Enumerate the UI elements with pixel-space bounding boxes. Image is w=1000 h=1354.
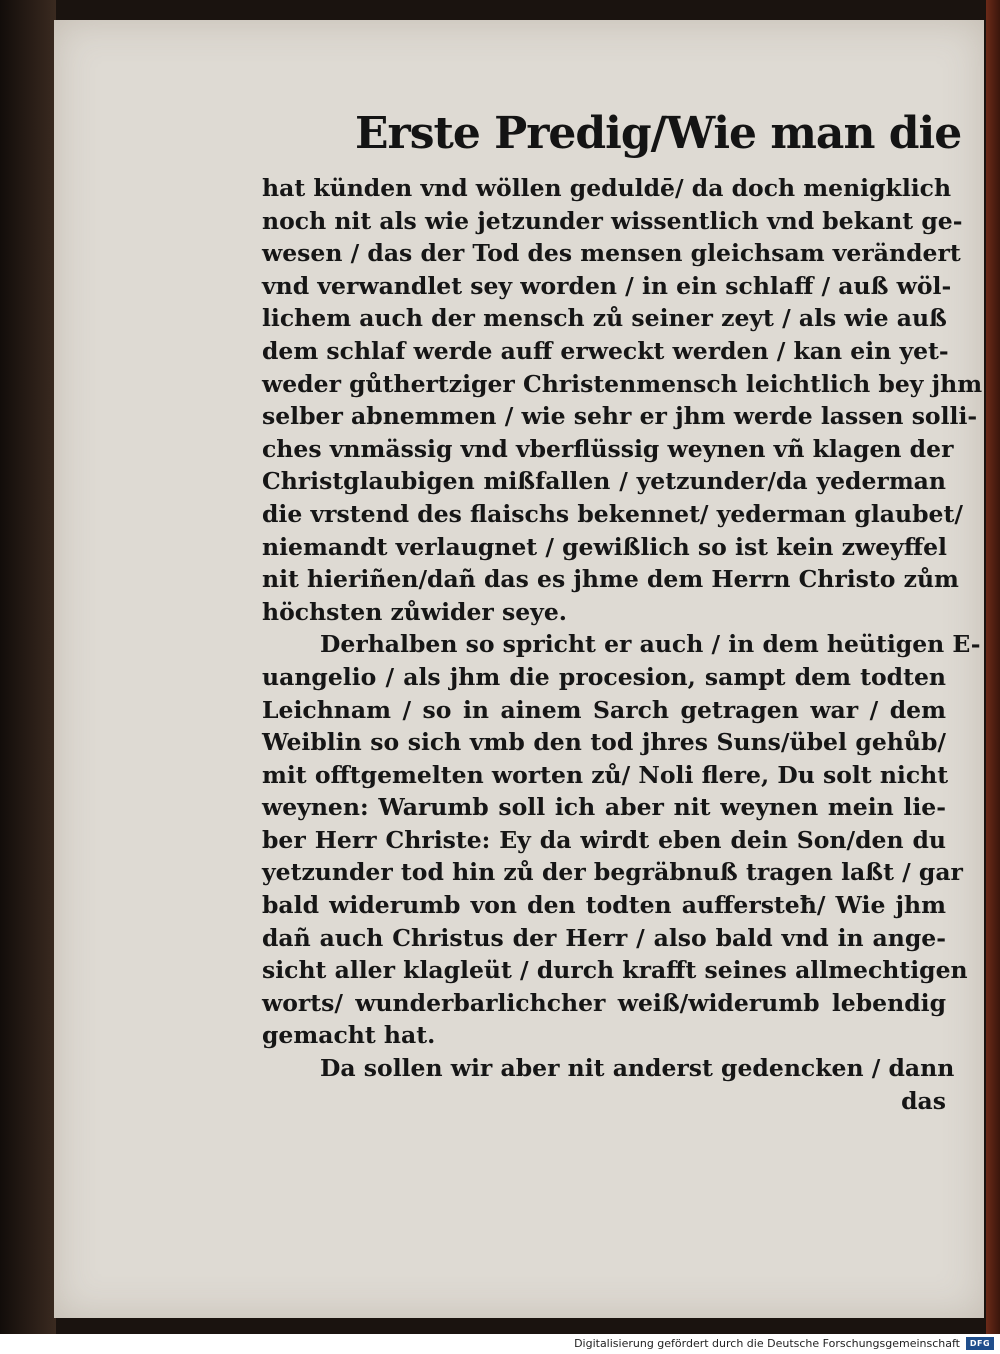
text-line: vnd verwandlet sey worden / in ein schlaff / auß wöl- bbox=[262, 271, 952, 300]
footer-credit: Digitalisierung gefördert durch die Deutsche Forschungsgemeinschaft bbox=[574, 1337, 960, 1350]
text-line: die vrstend des flaischs bekennet/ yederman glaubet/ bbox=[262, 499, 963, 528]
text-line: dem schlaf werde auff erweckt werden / kan ein yet- bbox=[262, 336, 949, 365]
text-line: weder gůthertziger Christenmensch leichtlich bey jhm bbox=[262, 369, 983, 398]
text-line: das bbox=[901, 1086, 946, 1115]
text-line: ches vnmässig vnd vberflüssig weynen vñ klagen der bbox=[262, 434, 954, 463]
text-line: höchsten zůwider seye. bbox=[262, 597, 567, 626]
text-line: Weiblin so sich vmb den tod jhres Suns/übel gehůb/ bbox=[262, 728, 946, 757]
text-line: Christglaubigen mißfallen / yetzunder/da yederman bbox=[262, 467, 946, 496]
text-line: Da sollen wir aber nit anderst gedencken / dann bbox=[320, 1054, 955, 1083]
book-edge-right bbox=[986, 0, 1000, 1334]
text-line: nit hieriñen/dañ das es jhme dem Herrn Christo zům bbox=[262, 565, 959, 594]
dfg-logo: DFG bbox=[966, 1337, 994, 1350]
body-text bbox=[262, 172, 983, 1117]
text-line: lichem auch der mensch zů seiner zeyt / als wie auß bbox=[262, 304, 947, 333]
text-line: mit offtgemelten worten zů/ Noli flere, Du solt nicht bbox=[262, 760, 949, 789]
text-line: weynen: Warumb soll ich aber nit weynen mein lie- bbox=[262, 793, 946, 822]
text-line: uangelio / als jhm die procesion, sampt dem todten bbox=[262, 662, 946, 691]
text-line: yetzunder tod hin zů der begräbnuß tragen laßt / gar bbox=[262, 858, 963, 887]
text-line: bald widerumb von den todten auffersteħ/ Wie jhm bbox=[262, 891, 946, 920]
text-line: dañ auch Christus der Herr / also bald vnd in ange- bbox=[262, 923, 946, 952]
text-line: worts/ wunderbarlichcher weiß/widerumb lebendig bbox=[262, 988, 946, 1017]
text-line: Leichnam / so in ainem Sarch getragen war / dem bbox=[262, 695, 946, 724]
footer-bar bbox=[0, 1334, 1000, 1354]
running-head: Erste Predig/Wie man die bbox=[355, 108, 962, 159]
text-line: noch nit als wie jetzunder wissentlich vnd bekant ge- bbox=[262, 206, 963, 235]
text-line: Derhalben so spricht er auch / in dem heütigen E- bbox=[320, 630, 981, 659]
text-line: wesen / das der Tod des mensen gleichsam verändert bbox=[262, 239, 961, 268]
text-line: gemacht hat. bbox=[262, 1021, 436, 1050]
text-line: selber abnemmen / wie sehr er jhm werde lassen solli- bbox=[262, 402, 978, 431]
text-line: ber Herr Christe: Ey da wirdt eben dein Son/den du bbox=[262, 825, 946, 854]
text-line: hat künden vnd wöllen geduldē/ da doch menigklich bbox=[262, 174, 952, 202]
text-line: sicht aller klagleüt / durch krafft seines allmechtigen bbox=[262, 956, 968, 985]
book-edge-left bbox=[0, 0, 56, 1334]
text-line: niemandt verlaugnet / gewißlich so ist kein zweyffel bbox=[262, 532, 947, 561]
